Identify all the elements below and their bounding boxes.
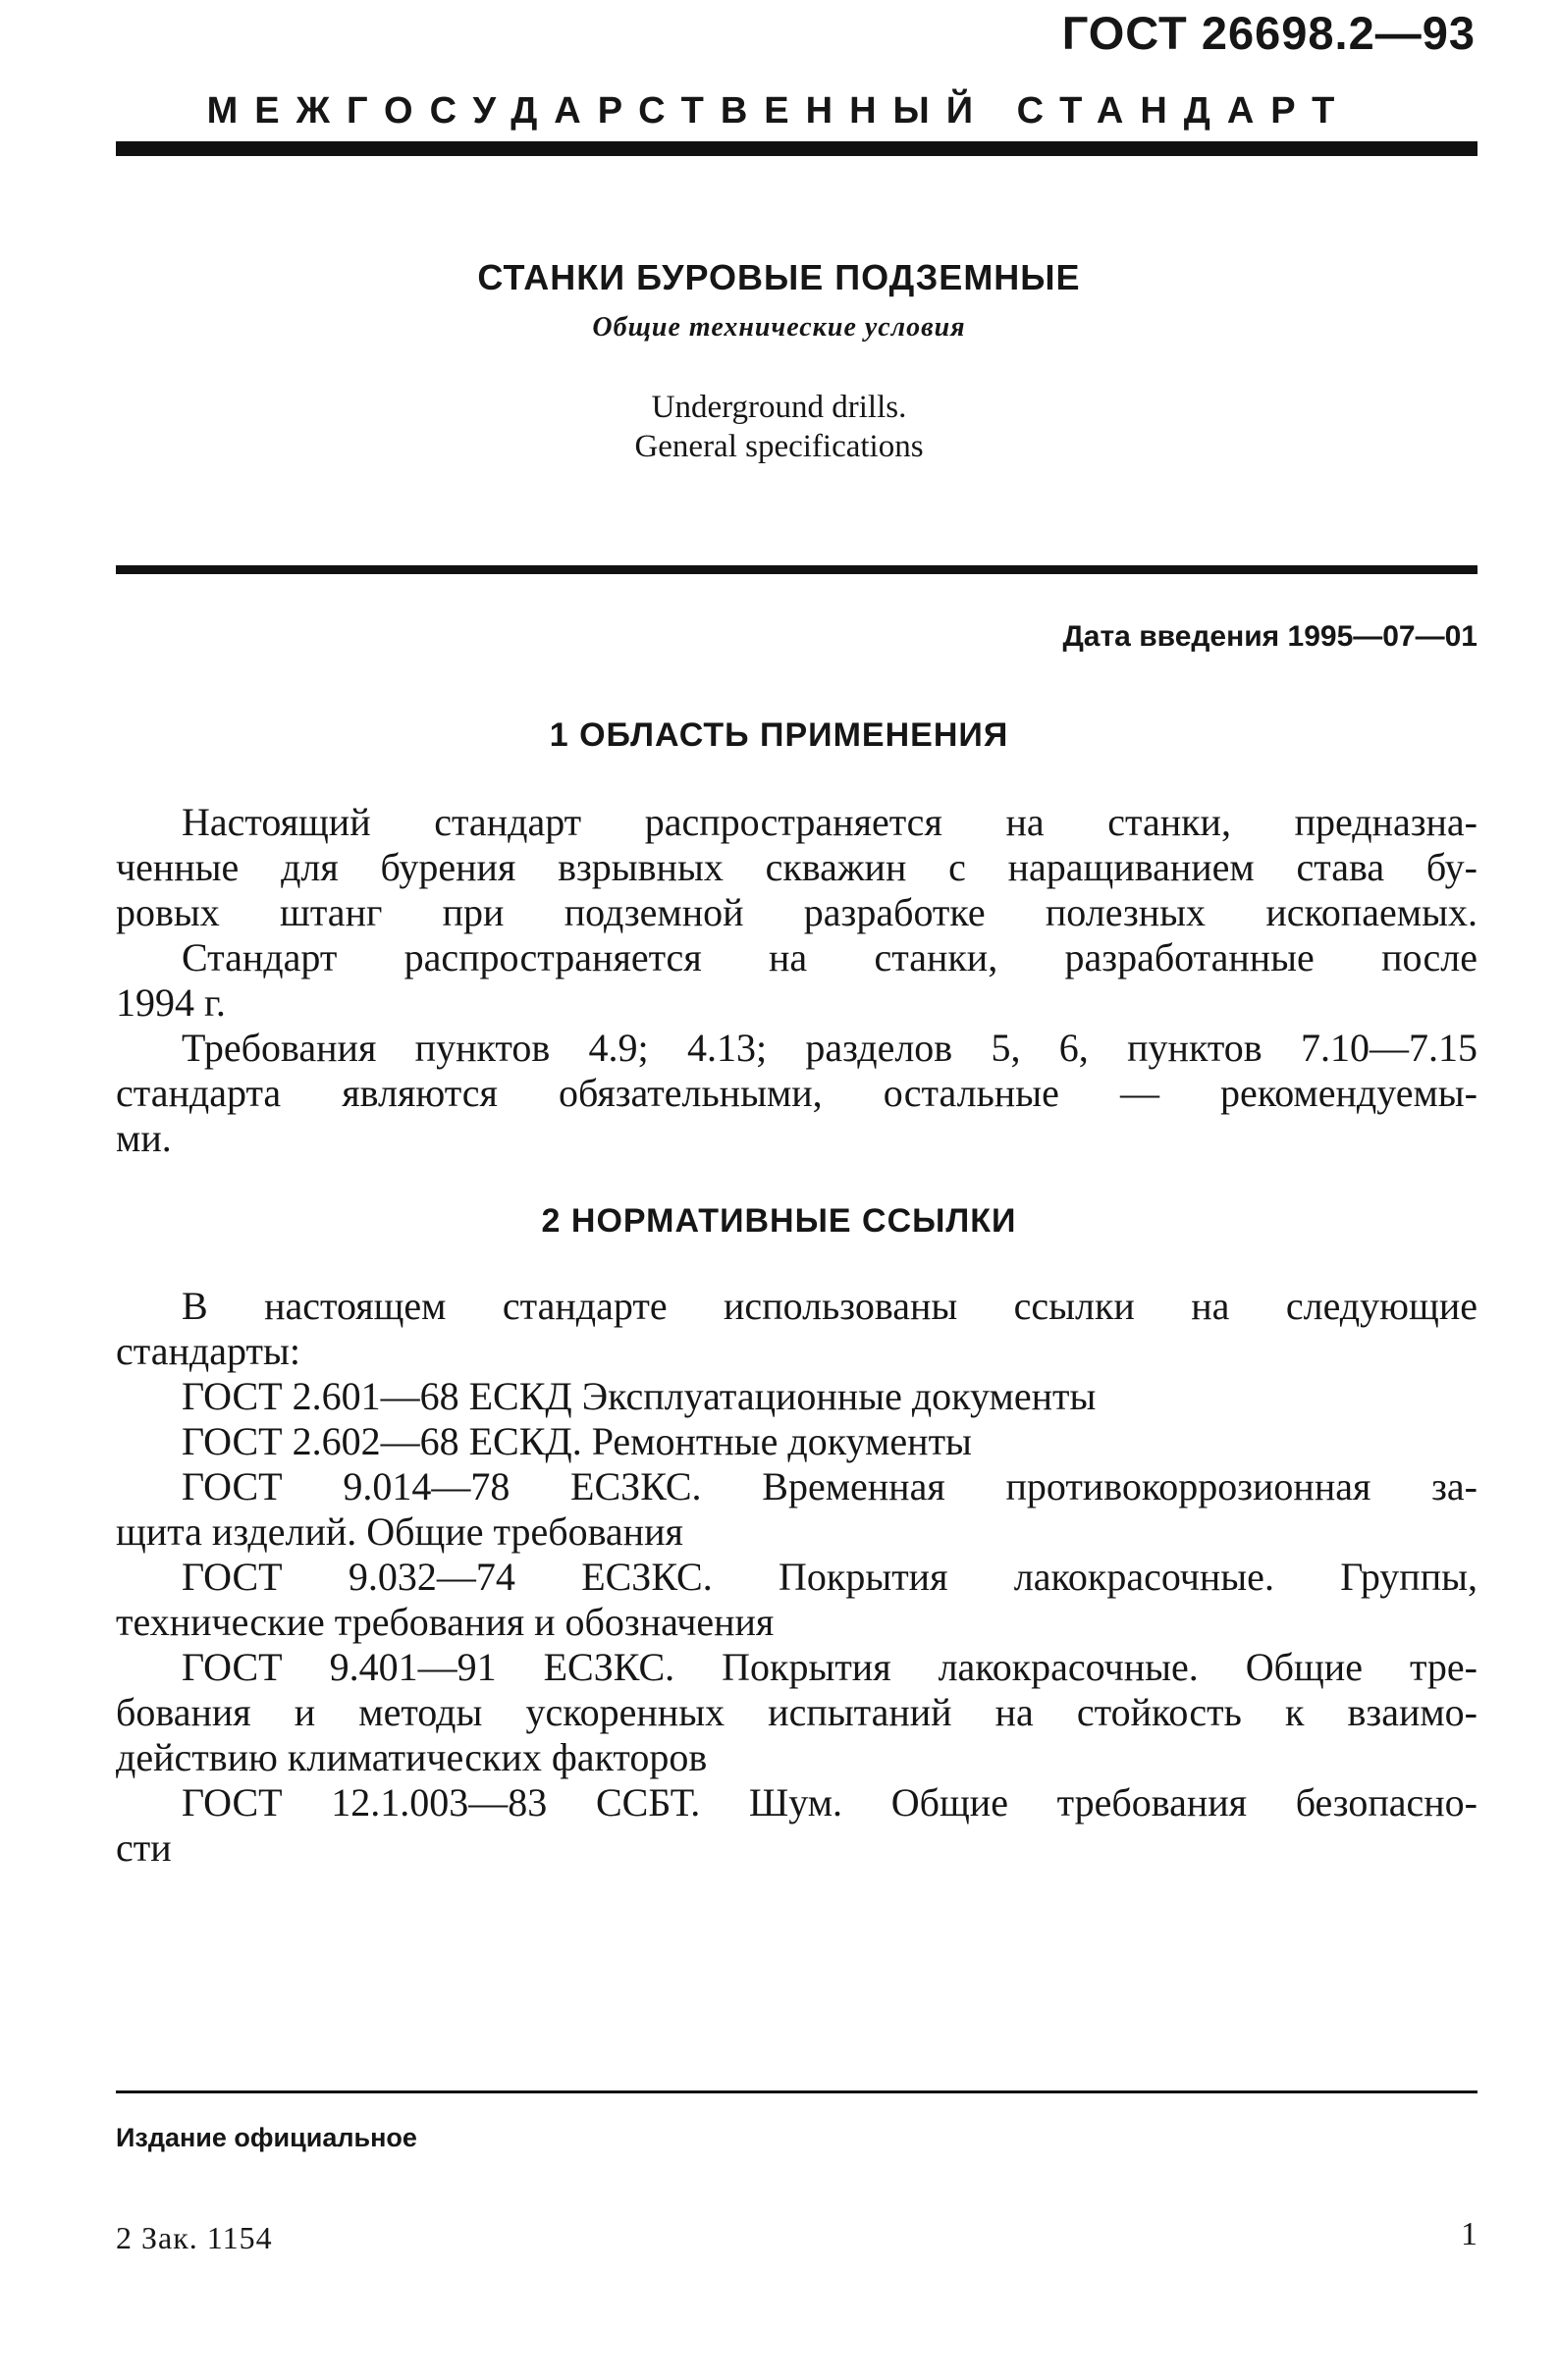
reference-item-continuation: щита изделий. Общие требования xyxy=(116,1509,683,1554)
introduction-date: Дата введения 1995—07—01 xyxy=(1062,620,1477,653)
title-rule xyxy=(116,565,1477,574)
footer-rule xyxy=(116,2090,1477,2093)
paragraph-line: стандарта являются обязательными, остальные — рекомендуемы- xyxy=(116,1071,1477,1115)
section-1-title: 1 ОБЛАСТЬ ПРИМЕНЕНИЯ xyxy=(549,716,1009,754)
paragraph-line: Требования пунктов 4.9; 4.13; разделов 5, 6, пунктов 7.10—7.15 xyxy=(182,1026,1477,1070)
reference-item-continuation: сти xyxy=(116,1825,172,1870)
header-rule xyxy=(116,141,1477,156)
section-2-title: 2 НОРМАТИВНЫЕ ССЫЛКИ xyxy=(541,1202,1017,1240)
reference-item-continuation: технические требования и обозначения xyxy=(116,1600,775,1644)
paragraph-line: ченные для бурения взрывных скважин с наращиванием става бу- xyxy=(116,845,1477,889)
standard-type-heading: МЕЖГОСУДАРСТВЕННЫЙ СТАНДАРТ xyxy=(206,90,1352,132)
page-number: 1 xyxy=(1461,2216,1477,2252)
paragraph-line: стандарты: xyxy=(116,1329,300,1373)
paragraph-line: Настоящий стандарт распространяется на станки, предназна- xyxy=(182,800,1477,844)
reference-item: ГОСТ 12.1.003—83 ССБТ. Шум. Общие требования безопасно- xyxy=(182,1780,1477,1825)
paragraph-line: ми. xyxy=(116,1116,172,1160)
english-title-line-1: Underground drills. xyxy=(651,390,907,425)
reference-item-continuation: действию климатических факторов xyxy=(116,1735,708,1779)
reference-item-continuation: бования и методы ускоренных испытаний на стойкость к взаимо- xyxy=(116,1690,1477,1734)
reference-item: ГОСТ 2.602—68 ЕСКД. Ремонтные документы xyxy=(182,1419,972,1463)
paragraph-line: 1994 г. xyxy=(116,980,226,1025)
reference-item: ГОСТ 9.032—74 ЕСЗКС. Покрытия лакокрасочные. Группы, xyxy=(182,1555,1477,1599)
document-title: СТАНКИ БУРОВЫЕ ПОДЗЕМНЫЕ xyxy=(477,257,1081,297)
reference-item: ГОСТ 9.401—91 ЕСЗКС. Покрытия лакокрасочные. Общие тре- xyxy=(182,1645,1477,1689)
standard-number: ГОСТ 26698.2—93 xyxy=(1061,7,1476,59)
order-number: 2 Зак. 1154 xyxy=(116,2220,273,2255)
english-title-line-2: General specifications xyxy=(634,429,924,464)
paragraph-line: Стандарт распространяется на станки, разработанные после xyxy=(182,935,1477,979)
reference-item: ГОСТ 9.014—78 ЕСЗКС. Временная противокоррозионная за- xyxy=(182,1464,1477,1508)
official-edition-label: Издание официальное xyxy=(116,2123,417,2152)
paragraph-line: В настоящем стандарте использованы ссылки на следующие xyxy=(182,1284,1477,1328)
reference-item: ГОСТ 2.601—68 ЕСКД Эксплуатационные документы xyxy=(182,1374,1097,1418)
paragraph-line: ровых штанг при подземной разработке полезных ископаемых. xyxy=(116,890,1477,934)
document-subtitle: Общие технические условия xyxy=(592,312,966,343)
